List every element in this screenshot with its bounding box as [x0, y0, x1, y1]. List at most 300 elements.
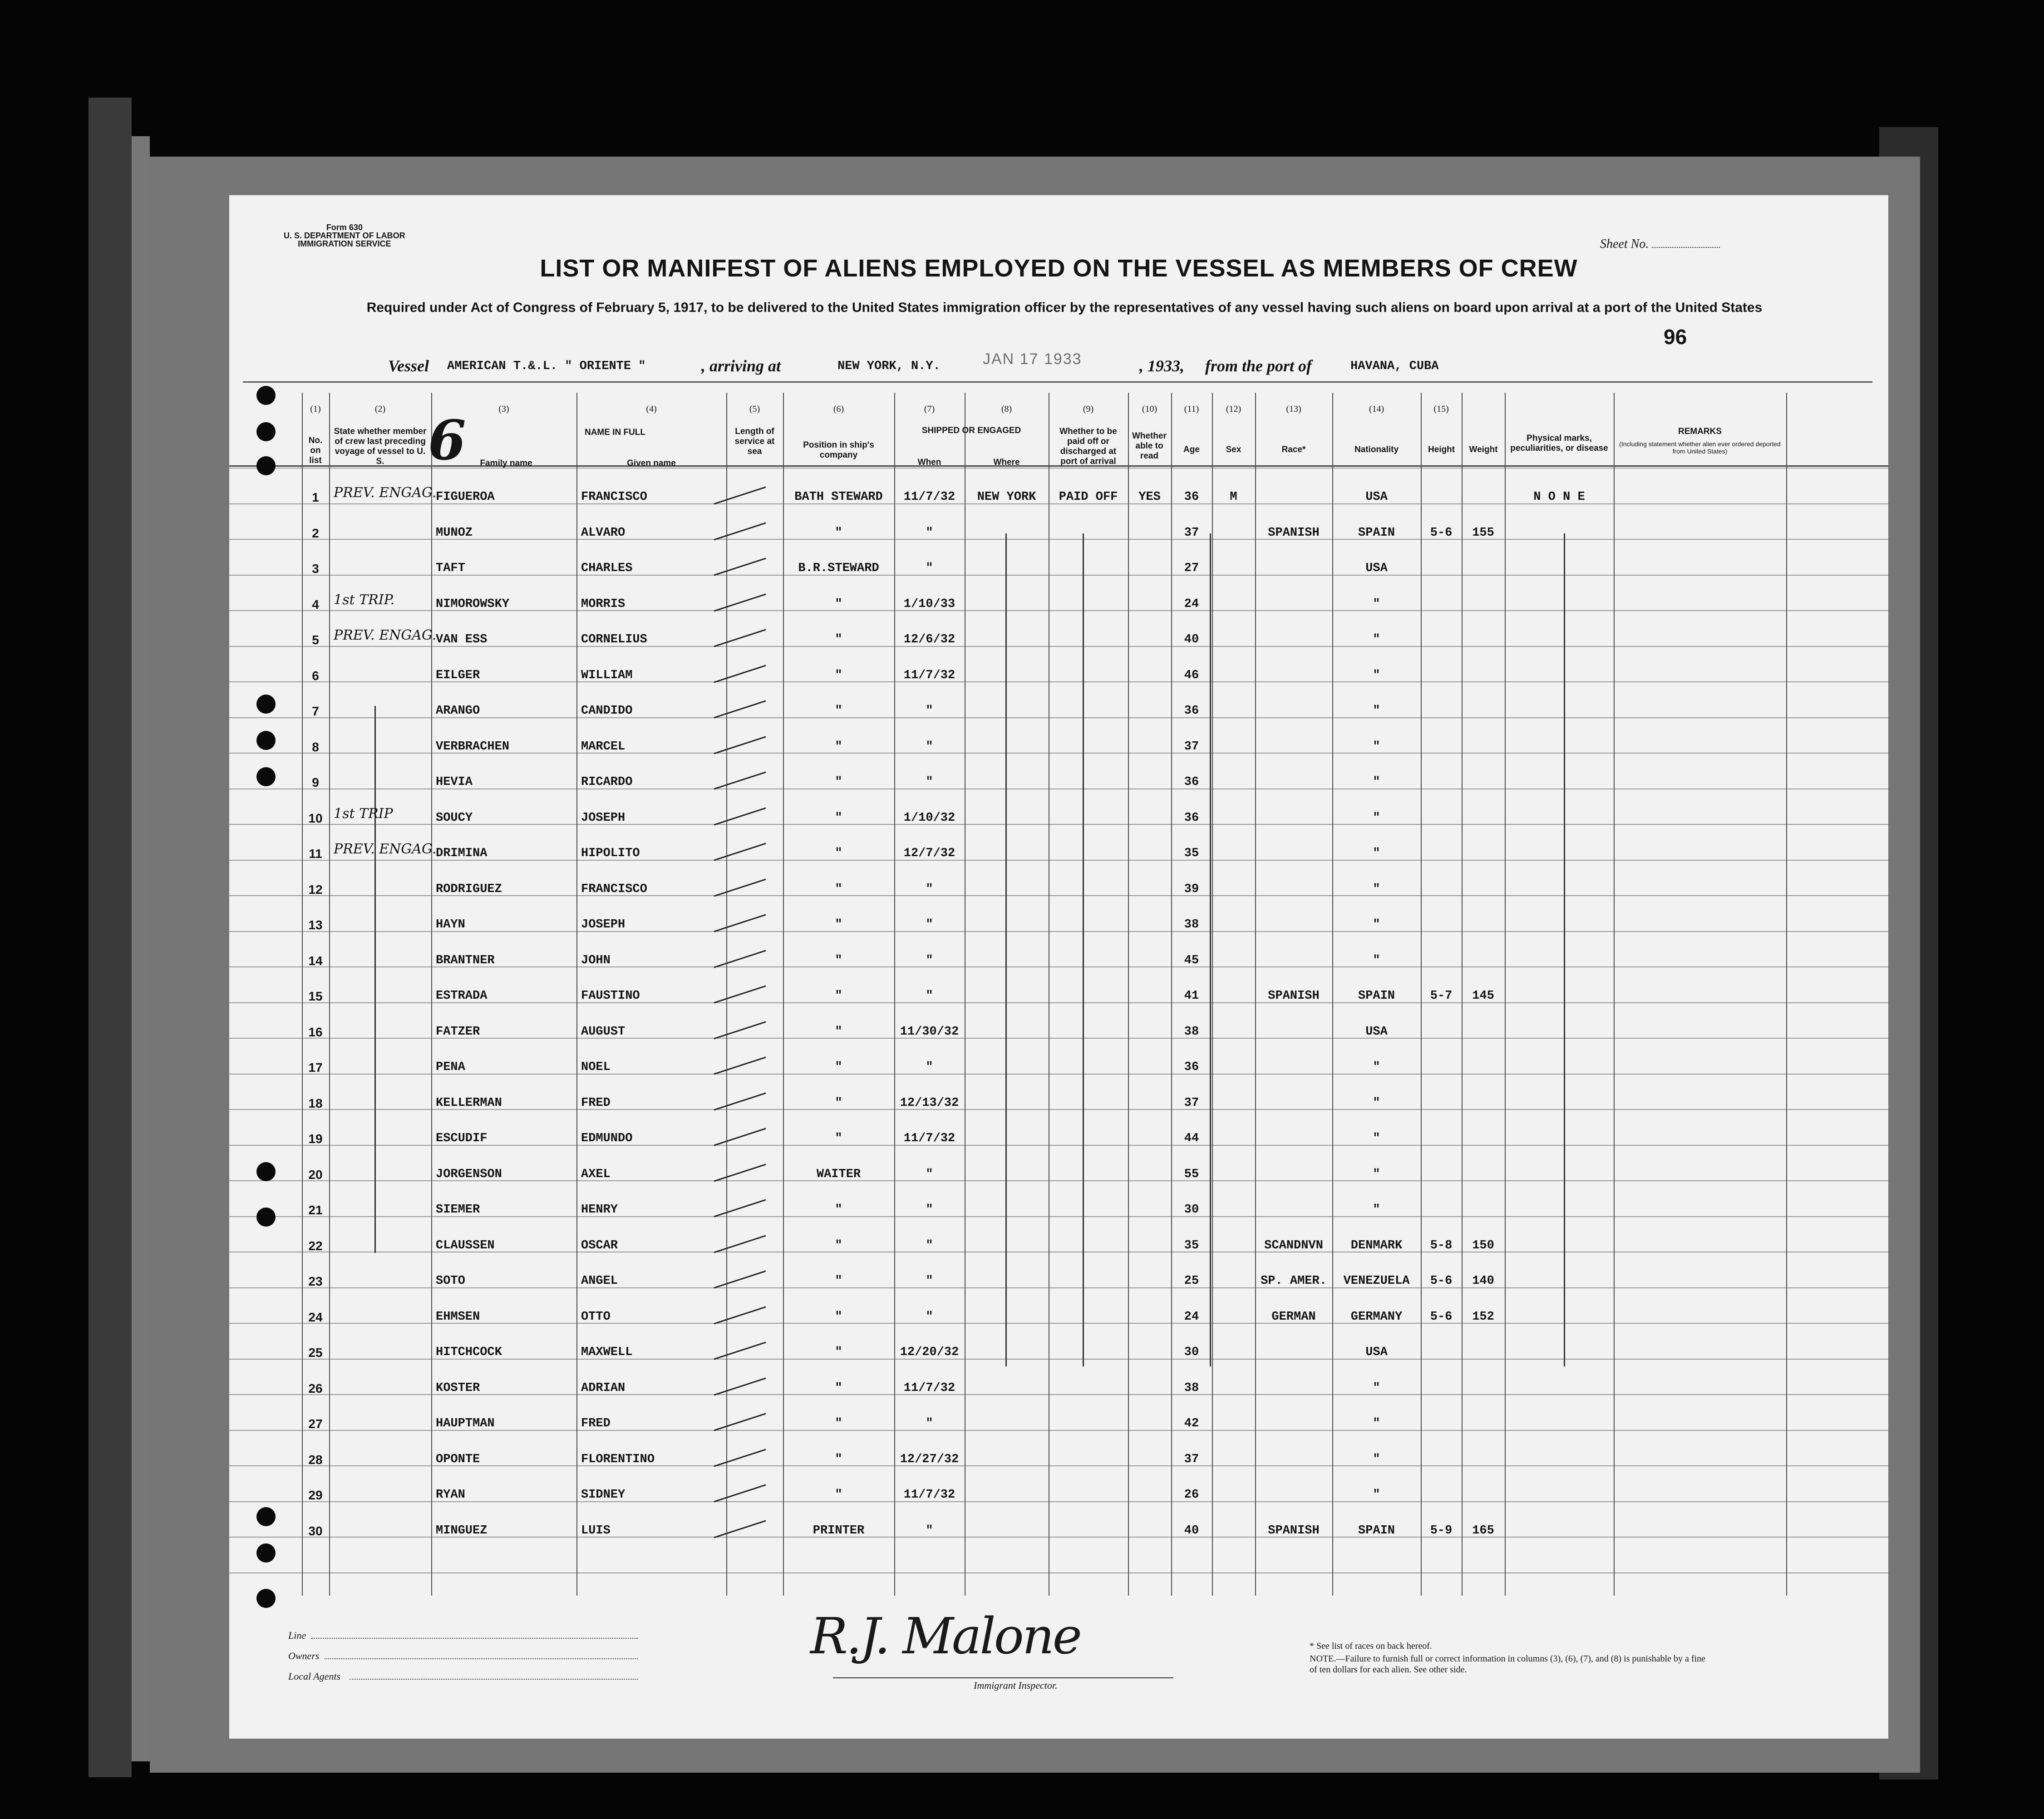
cell-given: JOHN — [581, 953, 611, 967]
header-sex: Sex — [1226, 445, 1241, 454]
cell-sex: M — [1230, 490, 1237, 504]
cell-family: FIGUEROA — [436, 490, 495, 504]
cell-race: SPANISH — [1268, 1523, 1320, 1538]
cell-nationality: " — [1373, 1381, 1380, 1395]
cell-position: " — [835, 1203, 842, 1217]
cell-age: 36 — [1184, 1060, 1199, 1074]
column-number: (8) — [1001, 404, 1012, 414]
column-line — [431, 393, 432, 1596]
header-nationality: Nationality — [1354, 445, 1399, 454]
cell-family: OPONTE — [436, 1452, 480, 1466]
cell-given: LUIS — [581, 1523, 611, 1538]
cell-when: " — [926, 918, 933, 932]
cell-nationality: " — [1373, 811, 1380, 825]
cell-age: 24 — [1184, 597, 1199, 611]
cell-no: 5 — [312, 633, 319, 647]
cell-given: ALVARO — [581, 526, 626, 540]
cell-family: NIMOROWSKY — [436, 597, 510, 611]
cell-given: HIPOLITO — [581, 847, 640, 860]
cell-when: " — [926, 526, 933, 540]
cell-given: OSCAR — [581, 1238, 618, 1252]
cell-nationality: USA — [1365, 1025, 1388, 1039]
cell-given: FLORENTINO — [581, 1452, 655, 1466]
cell-family: SOTO — [436, 1274, 465, 1288]
cell-height: 5-8 — [1430, 1238, 1453, 1252]
cell-when: " — [926, 1238, 933, 1252]
cell-age: 37 — [1184, 1096, 1199, 1110]
cell-no: 17 — [308, 1060, 323, 1075]
service-tick-mark — [714, 1342, 766, 1360]
cell-family: TAFT — [436, 562, 465, 575]
cell-position: " — [835, 1096, 842, 1110]
cell-when: 12/27/32 — [900, 1452, 959, 1466]
cell-nationality: SPAIN — [1358, 989, 1395, 1003]
cell-age: 36 — [1184, 775, 1199, 789]
cell-when: " — [926, 562, 933, 575]
service-tick-mark — [714, 772, 766, 790]
arriving-port: NEW YORK, N.Y. — [837, 360, 941, 373]
service-tick-mark — [714, 522, 766, 540]
cell-family: EHMSEN — [436, 1310, 480, 1324]
binder-edge — [132, 136, 150, 1761]
column-number: (6) — [833, 404, 844, 414]
header-remarks-note: (Including statement whether alien ever ordered deported from United States) — [1619, 440, 1781, 455]
cell-race: SCANDNVN — [1264, 1238, 1323, 1252]
cell-nationality: " — [1373, 1203, 1380, 1217]
service-tick-mark — [714, 1163, 766, 1182]
service-tick-mark — [714, 950, 766, 968]
service-tick-mark — [714, 629, 766, 647]
cell-position: B.R.STEWARD — [798, 562, 879, 575]
cell-family: ESTRADA — [436, 989, 488, 1003]
races-note: * See list of races on back hereof. — [1310, 1641, 1432, 1651]
cell-nationality: " — [1373, 739, 1380, 754]
requirement-text: Required under Act of Congress of February 5, 1917, to be delivered to the United States immigration officer by the representatives of any vessel having such aliens on board upon arrival at a port of the United States — [366, 300, 1763, 315]
cell-when: 12/6/32 — [903, 633, 956, 646]
cell-family: RYAN — [436, 1488, 465, 1502]
service-tick-mark — [714, 843, 766, 861]
binder-strip — [89, 98, 132, 1777]
cell-physical: N O N E — [1533, 490, 1585, 504]
cell-given: AUGUST — [581, 1025, 626, 1039]
service-tick-mark — [714, 1235, 766, 1253]
cell-when: " — [926, 882, 933, 896]
cell-race: SPANISH — [1268, 989, 1320, 1003]
service-tick-mark — [714, 1128, 766, 1146]
header-length-service: Length of service at sea — [734, 427, 775, 456]
cell-no: 23 — [308, 1274, 323, 1288]
cell-age: 41 — [1184, 989, 1199, 1003]
cell-nationality: USA — [1365, 1346, 1388, 1359]
column-line — [1128, 393, 1129, 1596]
cell-no: 16 — [308, 1025, 323, 1039]
column-number: (1) — [310, 404, 321, 414]
cell-no: 4 — [312, 597, 319, 611]
cell-given: FRANCISCO — [581, 882, 647, 896]
cell-family: ARANGO — [436, 704, 480, 718]
cell-family: MINGUEZ — [436, 1523, 488, 1538]
punch-hole — [256, 386, 276, 405]
from-port: HAVANA, CUBA — [1350, 360, 1439, 373]
cell-position: " — [835, 1346, 842, 1359]
inspector-signature: R.J. Malone — [810, 1607, 1080, 1665]
cell-given: JOSEPH — [581, 811, 626, 825]
cell-family: FATZER — [436, 1025, 480, 1039]
cell-given: MARCEL — [581, 739, 626, 754]
cell-family: CLAUSSEN — [436, 1238, 495, 1252]
cell-age: 39 — [1184, 882, 1199, 896]
cell-position: " — [835, 882, 842, 896]
cell-age: 42 — [1184, 1417, 1199, 1430]
cell-when: 12/13/32 — [900, 1096, 959, 1110]
column-number: (13) — [1286, 404, 1301, 414]
column-line — [1786, 393, 1787, 1596]
cell-age: 35 — [1184, 1238, 1199, 1252]
cell-read: YES — [1138, 490, 1161, 504]
column-number: (11) — [1184, 404, 1199, 414]
cell-no: 21 — [308, 1203, 323, 1217]
cell-position: " — [835, 739, 842, 754]
service-tick-mark — [714, 1199, 766, 1218]
punch-hole — [256, 1589, 276, 1608]
cell-age: 37 — [1184, 1452, 1199, 1466]
header-physical: Physical marks, peculiarities, or disease — [1510, 434, 1608, 453]
header-remarks: REMARKS — [1678, 427, 1722, 436]
cell-age: 25 — [1184, 1274, 1199, 1288]
service-tick-mark — [714, 736, 766, 754]
cell-age: 30 — [1184, 1346, 1199, 1359]
cell-family: KOSTER — [436, 1381, 480, 1395]
cell-family: RODRIGUEZ — [436, 882, 502, 896]
rule-line — [229, 824, 1888, 825]
manifest-page — [229, 195, 1888, 1739]
service-tick-mark — [714, 914, 766, 932]
cell-position: " — [835, 811, 842, 825]
cell-no: 26 — [308, 1381, 323, 1395]
cell-given: FRED — [581, 1096, 611, 1110]
cell-family: EILGER — [436, 668, 480, 682]
vessel-label: Vessel — [388, 357, 429, 375]
cell-given: OTTO — [581, 1310, 611, 1324]
cell-when: " — [926, 775, 933, 789]
service-tick-mark — [714, 1449, 766, 1467]
header-family-name: Family name — [480, 458, 532, 468]
line-label: Line — [288, 1630, 306, 1641]
cell-nationality: " — [1373, 882, 1380, 896]
cell-when: 11/30/32 — [900, 1025, 959, 1039]
cell-age: 44 — [1184, 1132, 1199, 1145]
cell-weight: 155 — [1472, 526, 1494, 540]
cell-nationality: " — [1373, 1452, 1380, 1466]
ditto-line — [1083, 533, 1084, 1366]
cell-when: " — [926, 989, 933, 1003]
cell-height: 5-6 — [1430, 1274, 1453, 1288]
cell-position: " — [835, 918, 842, 932]
cell-nationality: " — [1373, 597, 1380, 611]
cell-nationality: " — [1373, 1096, 1380, 1110]
ditto-line — [374, 706, 376, 1253]
cell-position: " — [835, 1025, 842, 1039]
cell-position: " — [835, 1417, 842, 1430]
cell-position: " — [835, 1310, 842, 1324]
punch-hole — [256, 695, 276, 714]
rule-line — [229, 931, 1888, 932]
cell-where: NEW YORK — [977, 490, 1036, 504]
rule-line — [229, 1501, 1888, 1502]
cell-when: " — [926, 739, 933, 754]
cell-when: " — [926, 953, 933, 967]
cell-state: 1st TRIP — [334, 805, 393, 822]
cell-position: PRINTER — [813, 1523, 865, 1538]
cell-when: 12/7/32 — [903, 847, 956, 860]
cell-when: 1/10/32 — [903, 811, 956, 825]
cell-when: 11/7/32 — [903, 668, 956, 682]
cell-nationality: " — [1373, 1060, 1380, 1074]
cell-family: BRANTNER — [436, 953, 495, 967]
header-age: Age — [1183, 445, 1200, 454]
service-tick-mark — [714, 558, 766, 576]
cell-state: 1st TRIP. — [334, 592, 395, 608]
cell-given: RICARDO — [581, 775, 633, 789]
cell-nationality: DENMARK — [1350, 1238, 1403, 1252]
cell-given: SIDNEY — [581, 1488, 626, 1502]
service-tick-mark — [714, 807, 766, 825]
form-header — [284, 223, 405, 248]
cell-position: " — [835, 953, 842, 967]
cell-nationality: " — [1373, 633, 1380, 646]
service-tick-mark — [714, 487, 766, 505]
cell-nationality: " — [1373, 1167, 1380, 1181]
sheet-serial: 96 — [1664, 325, 1687, 349]
service-tick-mark — [714, 1377, 766, 1395]
cell-age: 46 — [1184, 668, 1199, 682]
rule-line — [229, 1287, 1888, 1288]
header-given-name: Given name — [627, 458, 676, 468]
cell-age: 38 — [1184, 1381, 1199, 1395]
service-tick-mark — [714, 593, 766, 611]
service-tick-mark — [714, 1271, 766, 1289]
cell-position: WAITER — [816, 1167, 861, 1181]
cell-no: 1 — [312, 490, 319, 504]
cell-position: " — [835, 1060, 842, 1074]
cell-no: 10 — [308, 811, 323, 825]
punch-hole — [256, 1162, 276, 1181]
cell-when: 11/7/32 — [903, 490, 956, 504]
header-name-in-full: NAME IN FULL — [584, 428, 646, 437]
cell-when: " — [926, 1203, 933, 1217]
cell-when: " — [926, 1417, 933, 1430]
cell-height: 5-7 — [1430, 989, 1453, 1003]
column-number: (10) — [1142, 404, 1157, 414]
cell-family: VERBRACHEN — [436, 739, 510, 754]
cell-family: SIEMER — [436, 1203, 480, 1217]
column-number: (3) — [498, 404, 509, 414]
cell-nationality: SPAIN — [1358, 1523, 1395, 1538]
service-tick-mark — [714, 1413, 766, 1431]
cell-no: 8 — [312, 739, 319, 754]
service-tick-mark — [714, 1484, 766, 1503]
from-label: from the port of — [1205, 357, 1312, 375]
cell-given: MAXWELL — [581, 1346, 633, 1359]
cell-weight: 152 — [1472, 1310, 1494, 1324]
cell-when: " — [926, 1167, 933, 1181]
cell-position: " — [835, 847, 842, 860]
cell-nationality: VENEZUELA — [1343, 1274, 1410, 1288]
cell-height: 5-6 — [1430, 526, 1453, 540]
header-no-on-list: No. on list — [308, 436, 323, 465]
column-number: (7) — [924, 404, 935, 414]
column-number: (14) — [1369, 404, 1384, 414]
cell-given: FRANCISCO — [581, 490, 647, 504]
rule-line — [229, 575, 1888, 576]
column-number: (5) — [749, 404, 760, 414]
header-position: Position in ship's company — [803, 440, 874, 460]
cell-position: " — [835, 1381, 842, 1395]
cell-given: CANDIDO — [581, 704, 633, 718]
owners-label: Owners — [288, 1650, 320, 1661]
ditto-line — [1564, 533, 1565, 1366]
ditto-line — [1005, 533, 1007, 1366]
service-tick-mark — [714, 1057, 766, 1075]
cell-race: SPANISH — [1268, 526, 1320, 540]
cell-position: " — [835, 989, 842, 1003]
column-line — [1212, 393, 1213, 1596]
cell-family: VAN ESS — [436, 633, 488, 646]
cell-nationality: " — [1373, 1132, 1380, 1145]
header-height: Height — [1428, 445, 1455, 454]
cell-state: PREV. ENGAG. — [334, 627, 437, 643]
cell-when: 11/7/32 — [903, 1132, 956, 1145]
cell-no: 25 — [308, 1346, 323, 1360]
vessel-line — [388, 356, 429, 375]
cell-age: 55 — [1184, 1167, 1199, 1181]
service-tick-mark — [714, 878, 766, 897]
cell-no: 22 — [308, 1238, 323, 1253]
cell-nationality: " — [1373, 704, 1380, 718]
cell-no: 19 — [308, 1132, 323, 1146]
rule-line — [229, 539, 1888, 540]
cell-given: HENRY — [581, 1203, 618, 1217]
vessel-name: AMERICAN T.&.L. " ORIENTE " — [447, 360, 646, 373]
cell-nationality: " — [1373, 953, 1380, 967]
local-agents-label: Local Agents — [288, 1671, 341, 1682]
date-stamp: JAN 17 1933 — [983, 350, 1082, 368]
cell-given: MORRIS — [581, 597, 626, 611]
cell-position: " — [835, 1132, 842, 1145]
punch-hole — [256, 456, 276, 475]
cell-when: 1/10/33 — [903, 597, 956, 611]
cell-given: WILLIAM — [581, 668, 633, 682]
cell-position: " — [835, 526, 842, 540]
cell-no: 24 — [308, 1310, 323, 1324]
column-line — [1614, 393, 1615, 1596]
cell-no: 28 — [308, 1452, 323, 1467]
cell-no: 7 — [312, 704, 319, 718]
cell-age: 36 — [1184, 811, 1199, 825]
cell-no: 30 — [308, 1523, 323, 1538]
cell-family: SOUCY — [436, 811, 473, 825]
cell-nationality: " — [1373, 668, 1380, 682]
cell-when: " — [926, 704, 933, 718]
cell-no: 2 — [312, 526, 319, 540]
cell-age: 40 — [1184, 1523, 1199, 1538]
cell-family: MUNOZ — [436, 526, 473, 540]
cell-position: " — [835, 704, 842, 718]
header-able-read: Whether able to read — [1132, 431, 1167, 461]
cell-age: 30 — [1184, 1203, 1199, 1217]
cell-no: 20 — [308, 1167, 323, 1182]
cell-nationality: " — [1373, 847, 1380, 860]
cell-nationality: " — [1373, 918, 1380, 932]
cell-nationality: USA — [1365, 562, 1388, 575]
column-number: (12) — [1226, 404, 1241, 414]
cell-position: " — [835, 1274, 842, 1288]
sheet-number-label: Sheet No. — [1600, 237, 1649, 251]
cell-when: 11/7/32 — [903, 1381, 956, 1395]
cell-age: 38 — [1184, 918, 1199, 932]
cell-weight: 140 — [1472, 1274, 1494, 1288]
cell-given: JOSEPH — [581, 918, 626, 932]
cell-given: AXEL — [581, 1167, 611, 1181]
column-line — [329, 393, 330, 1596]
cell-weight: 150 — [1472, 1238, 1494, 1252]
header-weight: Weight — [1469, 445, 1498, 454]
rule-line — [229, 1074, 1888, 1075]
cell-family: KELLERMAN — [436, 1096, 502, 1110]
cell-position: " — [835, 1452, 842, 1466]
cell-height: 5-9 — [1430, 1523, 1453, 1538]
cell-position: " — [835, 1238, 842, 1252]
service-tick-mark — [714, 1021, 766, 1039]
cell-age: 37 — [1184, 739, 1199, 754]
cell-height: 5-6 — [1430, 1310, 1453, 1324]
punch-hole — [256, 1208, 276, 1227]
cell-no: 3 — [312, 562, 319, 576]
cell-given: ANGEL — [581, 1274, 618, 1288]
cell-state: PREV. ENGAG. — [334, 841, 437, 857]
column-line — [576, 393, 577, 1596]
cell-no: 13 — [308, 918, 323, 932]
cell-given: FRED — [581, 1417, 611, 1430]
handwritten-sheet-number: 6 — [428, 409, 466, 473]
cell-no: 9 — [312, 775, 319, 789]
sheet-number-field — [1600, 237, 1720, 251]
cell-age: 35 — [1184, 847, 1199, 860]
cell-given: FAUSTINO — [581, 989, 640, 1003]
cell-no: 27 — [308, 1417, 323, 1431]
punch-hole — [256, 1507, 276, 1526]
cell-when: 11/7/32 — [903, 1488, 956, 1502]
vessel-underline — [243, 381, 1872, 383]
cell-paid: PAID OFF — [1059, 490, 1118, 504]
cell-age: 37 — [1184, 526, 1199, 540]
cell-given: CHARLES — [581, 562, 633, 575]
header-paid-off: Whether to be paid off or discharged at port of arrival — [1059, 427, 1117, 466]
column-number: (4) — [646, 404, 657, 414]
cell-weight: 145 — [1472, 989, 1494, 1003]
cell-no: 15 — [308, 989, 323, 1003]
cell-age: 27 — [1184, 562, 1199, 575]
cell-family: HAUPTMAN — [436, 1417, 495, 1430]
cell-family: HAYN — [436, 918, 465, 932]
cell-when: " — [926, 1310, 933, 1324]
cell-position: " — [835, 1488, 842, 1502]
arriving-label: , arriving at — [701, 357, 781, 375]
cell-when: " — [926, 1060, 933, 1074]
cell-age: 38 — [1184, 1025, 1199, 1039]
cell-nationality: " — [1373, 775, 1380, 789]
cell-when: " — [926, 1274, 933, 1288]
